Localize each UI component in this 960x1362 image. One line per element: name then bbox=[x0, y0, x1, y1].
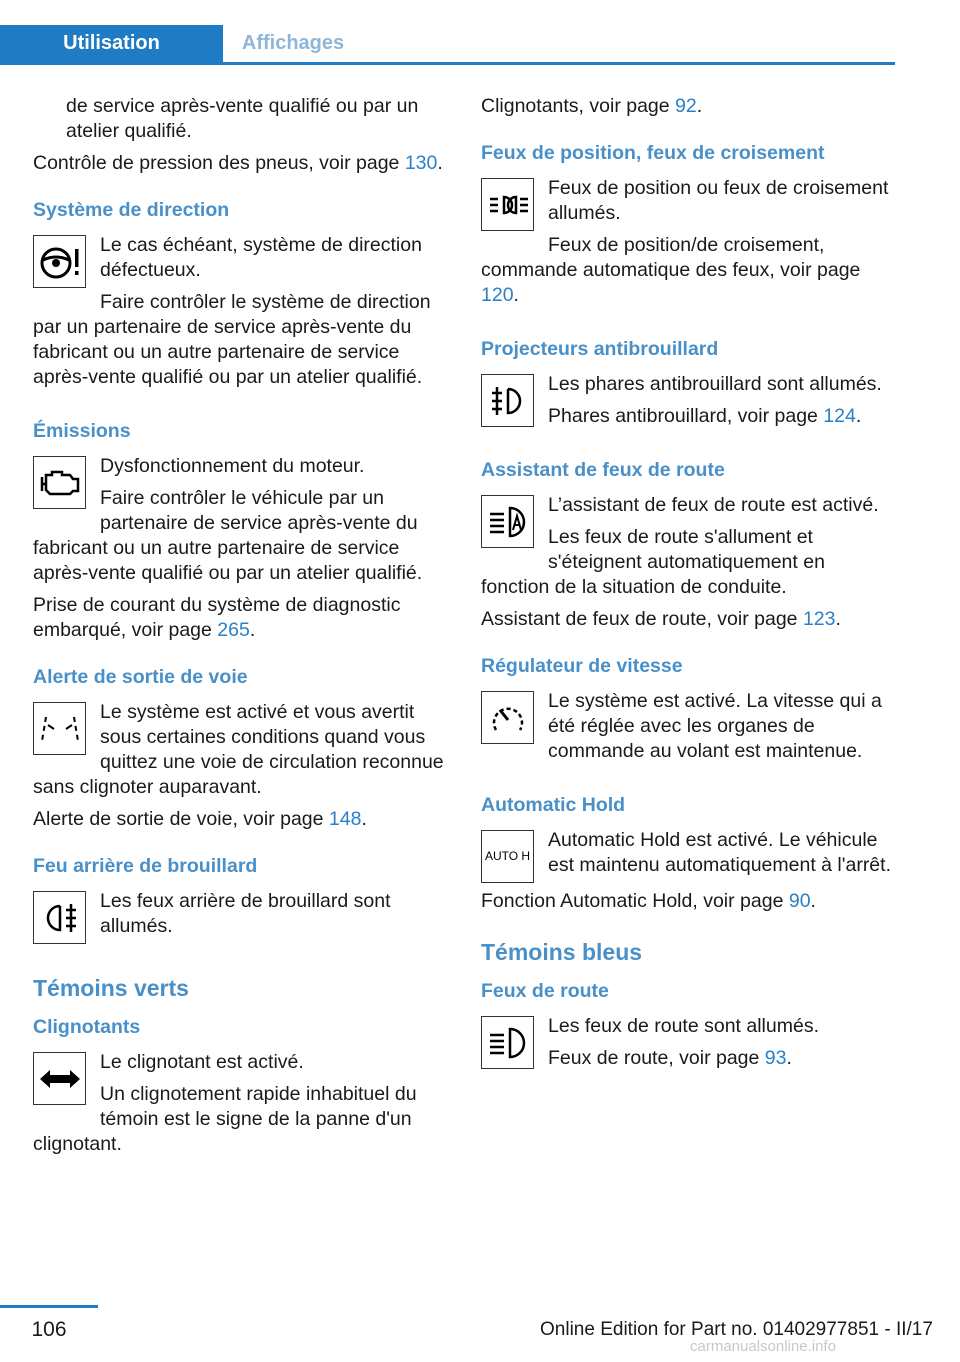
paragraph: Automatic Hold est activé. Le véhicule est maintenu automatiquement à l'arrêt. bbox=[548, 829, 891, 876]
section-heading-steering: Système de direction bbox=[33, 199, 230, 221]
turn-signal-reference: Clignotants, voir page 92. bbox=[481, 95, 703, 117]
paragraph: Les feux de route s'allument et s'éteignent automatiquement en fonction de la situation de conduite. bbox=[481, 526, 825, 598]
reference-text: Assistant de feux de route, voir page bbox=[481, 608, 803, 630]
front-fog-light-icon bbox=[481, 374, 534, 427]
section-heading-lane: Alerte de sortie de voie bbox=[33, 666, 248, 688]
page-link-148[interactable]: 148 bbox=[328, 808, 362, 830]
paragraph: Les feux de route sont allumés. bbox=[548, 1015, 819, 1037]
section-heading-position-lights: Feux de position, feux de croisement bbox=[481, 142, 825, 164]
lane-reference: Alerte de sortie de voie, voir page 148. bbox=[33, 808, 367, 830]
page-link-265[interactable]: 265 bbox=[217, 619, 250, 641]
section-heading-rear-fog: Feu arrière de brouillard bbox=[33, 855, 258, 877]
paragraph: Dysfonctionnement du moteur. bbox=[100, 455, 365, 477]
section-heading-cruise: Régulateur de vitesse bbox=[481, 655, 683, 677]
paragraph: Les phares antibrouillard sont allumés. bbox=[548, 373, 882, 395]
section-heading-high-beam-assist: Assistant de feux de route bbox=[481, 459, 725, 481]
page-link-120[interactable]: 120 bbox=[481, 284, 514, 306]
cruise-control-icon bbox=[481, 691, 534, 744]
lane-departure-icon bbox=[33, 702, 86, 755]
high-beam-reference: Feux de route, voir page 93. bbox=[548, 1047, 792, 1069]
chapter-tabs bbox=[0, 25, 895, 65]
position-lights-icon bbox=[481, 178, 534, 231]
page-link-90[interactable]: 90 bbox=[788, 890, 811, 912]
left-column bbox=[33, 94, 448, 1164]
paragraph: Feux de position ou feux de croisement allumés. bbox=[548, 177, 889, 224]
steering-warning-icon bbox=[33, 235, 86, 288]
paragraph: de service après-vente qualifié ou par un atelier qualifié. bbox=[66, 95, 419, 142]
turn-signal-icon bbox=[33, 1052, 86, 1105]
section-heading-auto-hold: Automatic Hold bbox=[481, 794, 626, 816]
footer-rule bbox=[0, 1305, 98, 1308]
paragraph: L’assistant de feux de route est activé. bbox=[548, 494, 879, 516]
paragraph: Le système est activé. La vitesse qui a été réglée avec les organes de commande au volant est maintenue. bbox=[548, 690, 882, 762]
page-number: 106 bbox=[31, 1318, 67, 1341]
reference-text: Phares antibrouillard, voir page bbox=[548, 405, 824, 427]
reference-text: Clignotants, voir page bbox=[481, 95, 676, 117]
section-heading-fog-lights: Projecteurs antibrouillard bbox=[481, 338, 719, 360]
tpms-reference: Contrôle de pression des pneus, voir page 130. bbox=[33, 152, 443, 174]
watermark: carmanualsonline.info bbox=[690, 1338, 836, 1355]
diagnostic-reference: Prise de courant du système de diagnostic embarqué, voir page 265. bbox=[33, 594, 401, 641]
page-link-124[interactable]: 124 bbox=[823, 405, 856, 427]
page-link-130[interactable]: 130 bbox=[404, 152, 438, 174]
paragraph: Le système est activé et vous avertit sous certaines conditions quand vous quittez une voie de circulation reconnue sans clignoter auparavant. bbox=[33, 701, 444, 798]
paragraph: Faire contrôler le véhicule par un partenaire de service après-vente du fabricant ou un autre partenaire de service après-vente qualifié ou par un atelier qualifié. bbox=[33, 487, 423, 584]
right-column bbox=[481, 94, 896, 1078]
sub-heading-high-beam: Feux de route bbox=[481, 980, 609, 1002]
reference-text: Feux de route, voir page bbox=[548, 1047, 765, 1069]
paragraph: Le cas échéant, système de direction défectueux. bbox=[100, 234, 422, 281]
sub-heading-turn-signals: Clignotants bbox=[33, 1016, 141, 1038]
tab-utilisation[interactable]: Utilisation bbox=[0, 25, 223, 62]
paragraph: Les feux arrière de brouillard sont allumés. bbox=[100, 890, 391, 937]
position-reference: Feux de position/de croisement, commande automatique des feux, voir page 120. bbox=[481, 234, 861, 306]
rear-fog-light-icon bbox=[33, 891, 86, 944]
fog-reference: Phares antibrouillard, voir page 124. bbox=[548, 405, 862, 427]
section-heading-emissions: Émissions bbox=[33, 420, 131, 442]
auto-hold-icon-label: AUTO H bbox=[484, 849, 531, 863]
section-heading-green: Témoins verts bbox=[33, 975, 189, 1001]
paragraph: Un clignotement rapide inhabituel du témoin est le signe de la panne d'un clignotant. bbox=[33, 1083, 417, 1155]
page-link-123[interactable]: 123 bbox=[802, 608, 836, 630]
tab-affichages[interactable]: Affichages bbox=[241, 32, 345, 54]
auto-hold-icon bbox=[481, 830, 534, 883]
high-beam-icon bbox=[481, 1016, 534, 1069]
section-heading-blue: Témoins bleus bbox=[481, 939, 643, 965]
reference-text: Fonction Automatic Hold, voir page bbox=[481, 890, 789, 912]
high-beam-assist-icon bbox=[481, 495, 534, 548]
engine-icon bbox=[33, 456, 86, 509]
auto-hold-reference: Fonction Automatic Hold, voir page 90. bbox=[481, 890, 816, 912]
paragraph: Le clignotant est activé. bbox=[100, 1051, 304, 1073]
page-link-92[interactable]: 92 bbox=[675, 95, 697, 117]
reference-text: Contrôle de pression des pneus, voir page bbox=[33, 152, 405, 174]
page-link-93[interactable]: 93 bbox=[764, 1047, 787, 1069]
high-beam-assist-reference: Assistant de feux de route, voir page 123. bbox=[481, 608, 841, 630]
paragraph: Faire contrôler le système de direction par un partenaire de service après-vente du fabricant ou un autre partenaire de service après-vente qualifié ou par un atelier qualifié. bbox=[33, 291, 431, 388]
edition-note: Online Edition for Part no. 01402977851 - II/17 bbox=[540, 1319, 933, 1340]
reference-text: Prise de courant du système de diagnostic embarqué, voir page bbox=[33, 594, 401, 641]
reference-text: Alerte de sortie de voie, voir page bbox=[33, 808, 329, 830]
reference-text: Feux de position/de croisement, commande automatique des feux, voir page bbox=[481, 234, 861, 281]
